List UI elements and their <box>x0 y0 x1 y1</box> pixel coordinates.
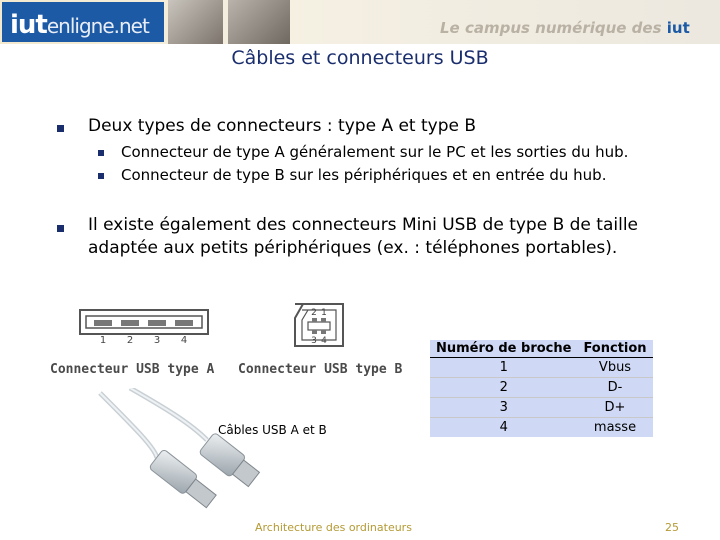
pin-b-top-right: 1 <box>321 308 327 318</box>
usb-pin-table <box>430 340 653 437</box>
table-header-row <box>430 340 653 358</box>
bullet-1-text: Deux types de connecteurs : type A et type B <box>88 116 477 136</box>
usb-type-a-drawing <box>80 310 208 346</box>
footer-course-title: Architecture des ordinateurs <box>255 521 412 534</box>
pin-a-3: 3 <box>153 335 161 346</box>
tagline-text: Le campus numérique des <box>440 19 662 37</box>
logo-iut-text: iut <box>10 10 47 40</box>
cables-caption: Câbles USB A et B <box>218 423 327 437</box>
pin-b-bottom-left: 3 <box>311 336 317 346</box>
iutenligne-logo[interactable] <box>2 2 164 42</box>
column-header-function: Fonction <box>577 340 652 358</box>
bullet-2-line-2: adaptée aux petits périphériques (ex. : téléphones portables). <box>88 238 618 258</box>
sub-bullet-marker <box>98 173 104 179</box>
pin-a-2: 2 <box>126 335 134 346</box>
header-banner <box>0 0 720 44</box>
table-row <box>430 358 653 378</box>
connector-b-label: Connecteur USB type B <box>238 362 403 377</box>
sub-bullet-marker <box>98 150 104 156</box>
pin-function-cell: D- <box>577 378 652 398</box>
usb-cables-photo <box>95 388 425 520</box>
table-row <box>430 418 653 438</box>
column-header-pin-number: Numéro de broche <box>430 340 577 358</box>
header-photo-student-1 <box>168 0 223 44</box>
pin-number-cell: 1 <box>430 358 577 378</box>
header-tagline <box>440 19 690 37</box>
sub-bullet-1-text: Connecteur de type A généralement sur le PC et les sorties du hub. <box>121 143 629 161</box>
pin-function-cell: masse <box>577 418 652 438</box>
footer-page-number: 25 <box>665 521 679 534</box>
usb-connector-diagram <box>50 298 410 388</box>
pin-number-cell: 2 <box>430 378 577 398</box>
connector-a-label: Connecteur USB type A <box>50 362 215 377</box>
header-photo-student-2 <box>228 0 290 44</box>
pin-a-4: 4 <box>180 335 188 346</box>
pin-number-cell: 3 <box>430 398 577 418</box>
table-row <box>430 398 653 418</box>
pin-b-bottom-right: 4 <box>321 336 327 346</box>
bullet-2-line-1: Il existe également des connecteurs Mini USB de type B de taille <box>88 215 639 235</box>
logo-rest-text: ligne.net <box>69 14 149 38</box>
pin-number-cell: 4 <box>430 418 577 438</box>
logo-text <box>10 10 149 40</box>
pin-function-cell: D+ <box>577 398 652 418</box>
pin-a-1: 1 <box>99 335 107 346</box>
bullet-marker <box>57 125 64 132</box>
usb-type-b-drawing <box>295 304 343 346</box>
pin-b-top-left: 2 <box>311 308 317 318</box>
bullet-marker <box>57 225 64 232</box>
table-row <box>430 378 653 398</box>
pin-function-cell: Vbus <box>577 358 652 378</box>
slide-title: Câbles et connecteurs USB <box>231 47 489 69</box>
logo-en-text: en <box>46 14 70 38</box>
tagline-brand: iut <box>666 19 690 37</box>
sub-bullet-2-text: Connecteur de type B sur les périphériques et en entrée du hub. <box>121 166 607 184</box>
